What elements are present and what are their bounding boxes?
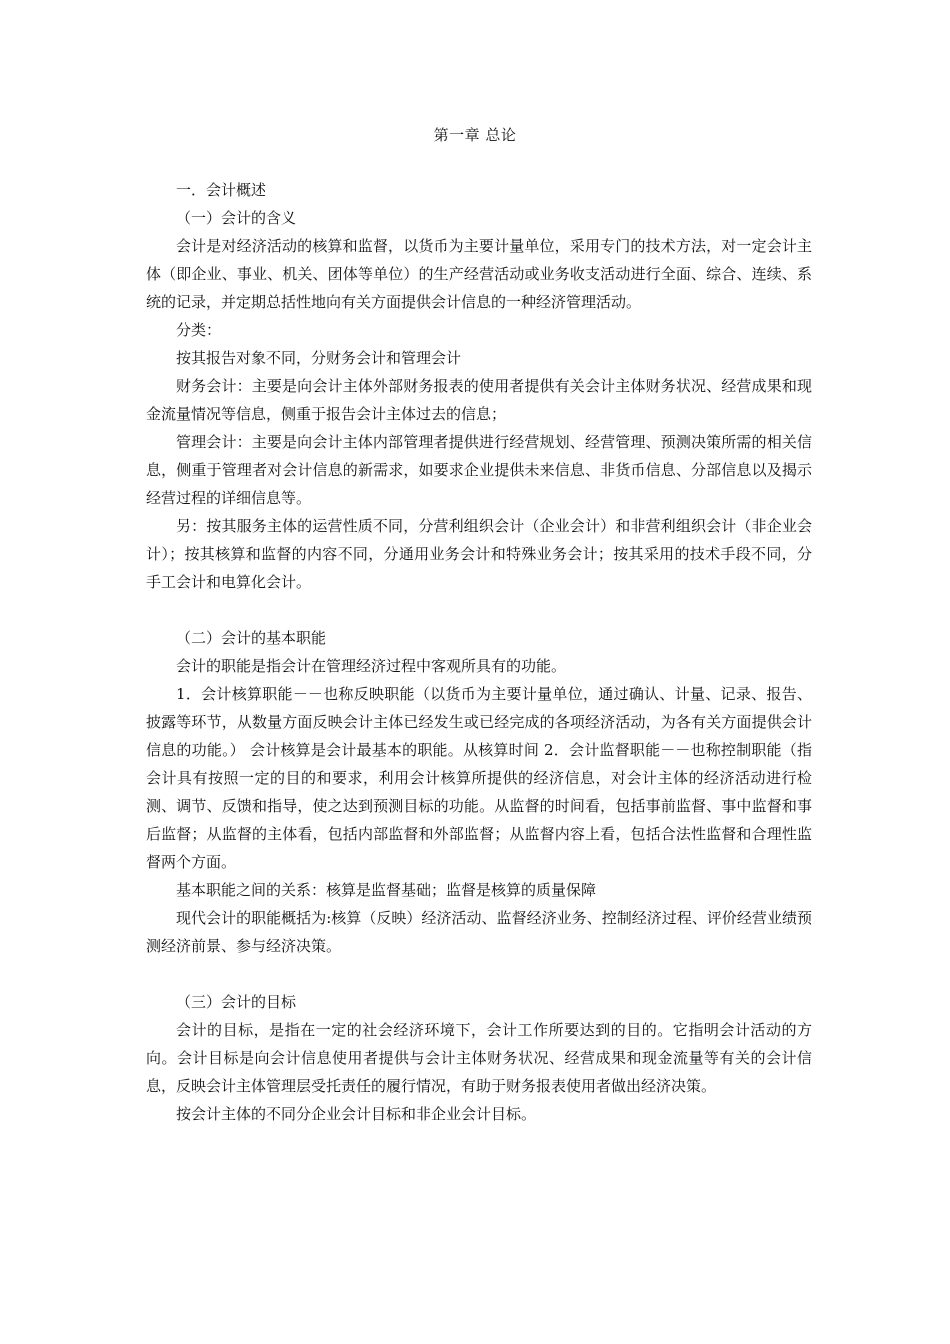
paragraph-financial-accounting: 财务会计：主要是向会计主体外部财务报表的使用者提供有关会计主体财务状况、经营成果和现金流量情况等信息，侧重于报告会计主体过去的信息； [146, 377, 812, 423]
paragraph-functions-detail: 1．会计核算职能－－也称反映职能（以货币为主要计量单位，通过确认、计量、记录、报告、披露等环节，从数量方面反映会计主体已经发生或已经完成的各项经济活动，为各有关方面提供会计信息的功能。） 会计核算是会计最基本的职能。从核算时间 2．会计监督职能－－也称控制职能（指会计具有按照一定的目的和要求，利用会计核算所提供的经济信息，对会计主体的经济活动进行检测、调节、反馈和指导，使之达到预测目标的功能。从监督的时间看，包括事前监督、事中监督和事后监督；从监督的主体看，包括内部监督和外部监督；从监督内容上看，包括合法性监督和合理性监督两个方面。 [146, 685, 812, 871]
paragraph-gap [146, 596, 812, 624]
chapter-title: 第一章 总论 [433, 126, 517, 144]
subsection-heading-objectives: （三）会计的目标 [176, 993, 297, 1011]
paragraph-definition: 会计是对经济活动的核算和监督，以货币为主要计量单位，采用专门的技术方法，对一定会计主体（即企业、事业、机关、团体等单位）的生产经营活动或业务收支活动进行全面、综合、连续、系统的记录，并定期总括性地向有关方面提供会计信息的一种经济管理活动。 [146, 237, 812, 311]
paragraph-modern-functions: 现代会计的职能概括为:核算（反映）经济活动、监督经济业务、控制经济过程、评价经营业绩预测经济前景、参与经济决策。 [146, 909, 812, 955]
section-heading-1: 一．会计概述 [176, 181, 267, 199]
subsection-heading-meaning: （一）会计的含义 [176, 209, 297, 227]
paragraph-functions-relation: 基本职能之间的关系：核算是监督基础；监督是核算的质量保障 [176, 881, 597, 899]
paragraph-other-classifications: 另：按其服务主体的运营性质不同，分营利组织会计（企业会计）和非营利组织会计（非企业会计）；按其核算和监督的内容不同，分通用业务会计和特殊业务会计；按其采用的技术手段不同，分手工会计和电算化会计。 [146, 517, 812, 591]
paragraph-management-accounting: 管理会计：主要是向会计主体内部管理者提供进行经营规划、经营管理、预测决策所需的相关信息，侧重于管理者对会计信息的新需求，如要求企业提供未来信息、非货币信息、分部信息以及揭示经营过程的详细信息等。 [146, 433, 812, 507]
paragraph-objectives-types: 按会计主体的不同分企业会计目标和非企业会计目标。 [176, 1105, 537, 1123]
paragraph-classification-label: 分类： [176, 321, 222, 339]
paragraph-gap [146, 960, 812, 988]
paragraph-classification-basis: 按其报告对象不同，分财务会计和管理会计 [176, 349, 462, 367]
document-body [146, 176, 812, 1128]
subsection-heading-functions: （二）会计的基本职能 [176, 629, 327, 647]
paragraph-functions-definition: 会计的职能是指会计在管理经济过程中客观所具有的功能。 [176, 657, 567, 675]
paragraph-objectives-definition: 会计的目标，是指在一定的社会经济环境下，会计工作所要达到的目的。它指明会计活动的方向。会计目标是向会计信息使用者提供与会计主体财务状况、经营成果和现金流量等有关的会计信息，反映会计主体管理层受托责任的履行情况，有助于财务报表使用者做出经济决策。 [146, 1021, 812, 1095]
